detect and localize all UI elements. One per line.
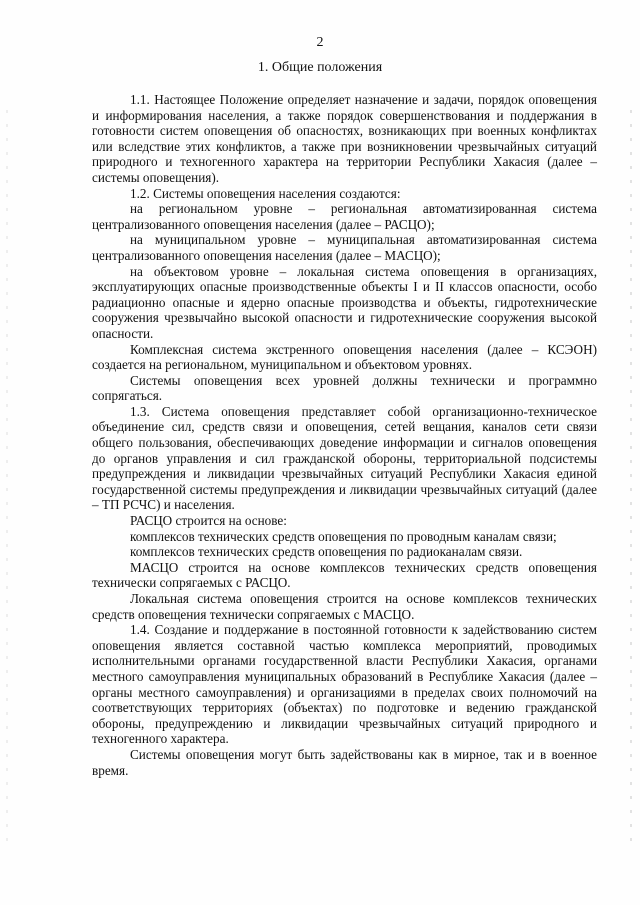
paragraph-regional-level: на региональном уровне – региональная автоматизированная система централизованного оповещения населения (далее – РАСЦО);	[92, 201, 597, 232]
paragraph-1-4: 1.4. Создание и поддержание в постоянной готовности к задействованию систем оповещения является составной частью комплекса мероприятий, проводимых исполнительными органами государственной власти Республики Хакасия, органами местного самоуправления муниципальных образований в Республике Хакасия (далее – органы местного самоуправления) и организациями в пределах своих полномочий на соответствующих территориях (объектах) по подготовке и ведению гражданской обороны, предупреждению и ликвидации чрезвычайных ситуаций природного и техногенного характера.	[92, 622, 597, 747]
paragraph-rasco-basis: РАСЦО строится на основе:	[130, 513, 287, 529]
paragraph-municipal-level: на муниципальном уровне – муниципальная автоматизированная система централизованного оповещения населения (далее – МАСЦО);	[92, 232, 597, 263]
paragraph-radio-channels: комплексов технических средств оповещения по радиоканалам связи.	[130, 544, 523, 560]
paragraph-1-2: 1.2. Системы оповещения населения создаются:	[130, 185, 401, 201]
paragraph-object-level: на объектовом уровне – локальная система оповещения в организациях, эксплуатирующих опасные производственные объекты I и II классов опасности, особо радиационно опасные и ядерно опасные производства и объекты, гидротехнические сооружения чрезвычайно высокой опасности и гидротехнические сооружения высокой опасности.	[92, 263, 597, 341]
paragraph-masco: МАСЦО строится на основе комплексов технических средств оповещения технически сопрягаемых с РАСЦО.	[92, 559, 597, 591]
scan-edge-artifact	[630, 110, 632, 850]
paragraph-1-3: 1.3. Система оповещения представляет собой организационно-техническое объединение сил, средств связи и оповещения, сетей вещания, каналов сети связи общего пользования, обеспечивающих доведение информации и сигналов оповещения до органов управления и сил гражданской обороны, территориальной подсистемы предупреждения и ликвидации чрезвычайных ситуаций Республики Хакасия единой государственной системы предупреждения и ликвидации чрезвычайных ситуаций (далее – ТП РСЧС) и населения.	[92, 403, 597, 513]
paragraph-interfacing: Системы оповещения всех уровней должны технически и программно сопрягаться.	[92, 372, 597, 404]
document-body	[92, 92, 597, 778]
page-number: 2	[316, 35, 324, 50]
paragraph-local-system: Локальная система оповещения строится на основе комплексов технических средств оповещения технически сопрягаемых с МАСЦО.	[92, 591, 597, 622]
paragraph-peace-war: Системы оповещения могут быть задействованы как в мирное, так и в военное время.	[92, 746, 597, 778]
paragraph-kseon: Комплексная система экстренного оповещения населения (далее – КСЭОН) создается на региональном, муниципальном и объектовом уровнях.	[92, 341, 597, 373]
section-title: 1. Общие положения	[257, 60, 383, 75]
paragraph-1-1: 1.1. Настоящее Положение определяет назначение и задачи, порядок оповещения и информирования населения, а также порядок совершенствования и поддержания в готовности систем оповещения об опасностях, возникающих при военных конфликтах или вследствие этих конфликтов, а также при возникновении чрезвычайных ситуаций природного и техногенного характера на территории Республики Хакасия (далее – системы оповещения).	[92, 92, 597, 185]
paragraph-wired-channels: комплексов технических средств оповещения по проводным каналам связи;	[130, 528, 557, 544]
scan-edge-artifact-left	[6, 110, 8, 850]
